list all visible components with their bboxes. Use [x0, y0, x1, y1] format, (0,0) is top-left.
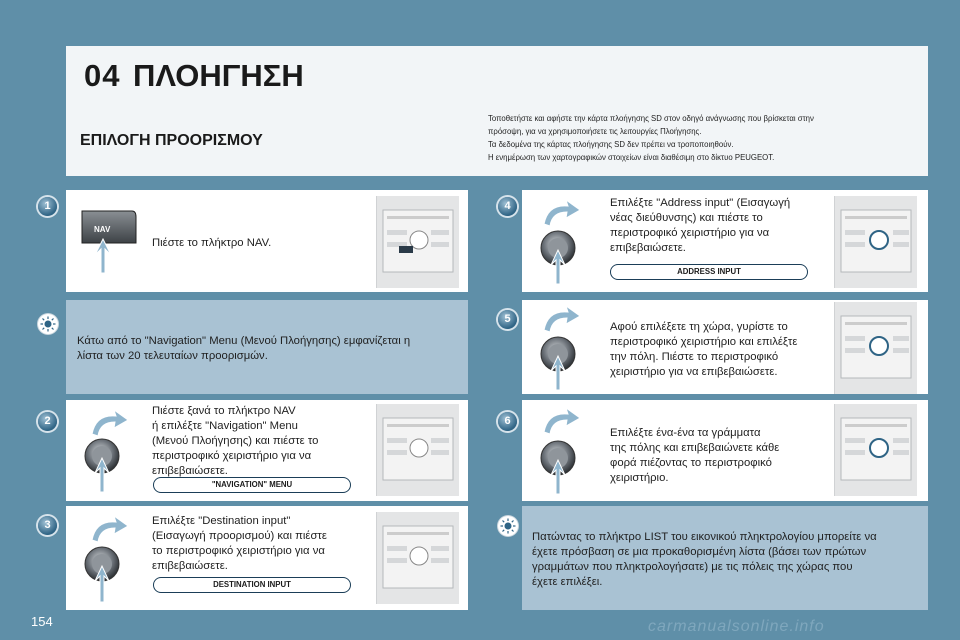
- tip-2-line: έχετε πρόσβαση σε μια προκαθορισμένη λίστα (βάσει των πρώτων: [532, 546, 867, 558]
- intro-line: Τα δεδομένα της κάρτας πλοήγησης SD δεν πρέπει να τροποποιηθούν.: [488, 140, 734, 149]
- step-5-line: την πόλη. Πιέστε το περιστροφικό: [610, 351, 779, 363]
- radio-unit-icon: [376, 512, 459, 604]
- lightbulb-icon: [38, 314, 58, 334]
- step-4-line: Επιλέξτε "Address input" (Εισαγωγή: [610, 197, 791, 209]
- step-6-text: [610, 426, 779, 486]
- step-4-text: [610, 196, 790, 256]
- nav-key-icon: [78, 205, 140, 275]
- step-6-line: Επιλέξτε ένα-ένα τα γράμματα: [610, 427, 761, 439]
- chapter-number: 04: [84, 58, 121, 93]
- intro-line: Η ενημέρωση των χαρτογραφικών στοιχείων είναι διαθέσιμη στο δίκτυο PEUGEOT.: [488, 153, 775, 162]
- navigation-menu-label: "NAVIGATION" MENU: [153, 477, 351, 493]
- step-6-line: της πόλης και επιβεβαιώνετε κάθε: [610, 442, 780, 454]
- step-3-badge: 3: [38, 516, 57, 535]
- chapter-title: ΠΛΟΗΓΗΣΗ: [133, 58, 304, 93]
- step-6-badge: 6: [498, 412, 517, 431]
- step-6-line: φορά πιέζοντας το περιστροφικό: [610, 457, 772, 469]
- step-3-text: [152, 514, 327, 574]
- step-3-line: το περιστροφικό χειριστήριο για να: [152, 545, 325, 557]
- watermark: carmanualsonline.info: [648, 618, 825, 635]
- step-5-text: [610, 320, 797, 380]
- radio-unit-icon: [376, 196, 459, 288]
- tip-2-line: Πατώντας το πλήκτρο LIST του εικονικού πληκτρολογίου μπορείτε να: [532, 531, 877, 543]
- step-4-line: νέας διεύθυνσης) και πιέστε το: [610, 212, 763, 224]
- rotary-knob-icon: [534, 302, 596, 392]
- radio-unit-icon: [834, 302, 917, 394]
- rotary-knob-icon: [82, 406, 144, 494]
- step-1-badge: 1: [38, 197, 57, 216]
- rotate-arrow-icon: [92, 410, 128, 436]
- step-1-text: Πιέστε το πλήκτρο NAV.: [152, 237, 272, 249]
- step-5-line: περιστροφικό χειριστήριο και επιλέξτε: [610, 336, 798, 348]
- tip-2-text: [532, 530, 924, 590]
- step-4-line: επιβεβαιώσετε.: [610, 242, 686, 254]
- step-6-line: χειριστήριο.: [610, 472, 669, 484]
- step-2-line: περιστροφικό χειριστήριο για να: [152, 450, 312, 462]
- rotate-arrow-icon: [544, 306, 580, 332]
- step-2-badge: 2: [38, 412, 57, 431]
- destination-input-label: DESTINATION INPUT: [153, 577, 351, 593]
- page-number: 154: [31, 614, 53, 629]
- address-input-label: ADDRESS INPUT: [610, 264, 808, 280]
- intro-line: πρόσοψη, για να χρησιμοποιήσετε τις λειτουργίες Πλοήγησης.: [488, 127, 702, 136]
- lightbulb-icon: [498, 516, 518, 536]
- step-3-line: επιβεβαιώσετε.: [152, 560, 228, 572]
- step-2-line: ή επιλέξτε "Navigation" Menu: [152, 420, 298, 432]
- step-2-line: επιβεβαιώσετε.: [152, 465, 228, 477]
- tip-2-line: γραμμάτων που πληκτρολογήσατε) με τις πόλεις της χώρας που: [532, 561, 853, 573]
- step-3-line: (Εισαγωγή προορισμού) και πιέστε: [152, 530, 327, 542]
- rotary-knob-icon: [534, 196, 596, 286]
- rotary-knob-icon: [82, 512, 144, 604]
- rotate-arrow-icon: [92, 516, 128, 542]
- intro-text: [488, 112, 908, 164]
- step-5-line: χειριστήριο για να επιβεβαιώσετε.: [610, 366, 778, 378]
- intro-line: Τοποθετήστε και αφήστε την κάρτα πλοήγησης SD στον οδηγό ανάγνωσης που βρίσκεται στην: [488, 114, 814, 123]
- step-2-line: (Μενού Πλοήγησης) και πιέστε το: [152, 435, 319, 447]
- radio-unit-icon: [834, 196, 917, 288]
- nav-key-label: NAV: [94, 225, 111, 234]
- tip-1-text: [77, 334, 467, 364]
- step-3-line: Επιλέξτε "Destination input": [152, 515, 291, 527]
- step-4-badge: 4: [498, 197, 517, 216]
- step-5-badge: 5: [498, 310, 517, 329]
- tip-1-line: Κάτω από το "Navigation" Menu (Μενού Πλοήγησης) εμφανίζεται η: [77, 335, 411, 347]
- tip-2-line: έχετε επιλέξει.: [532, 576, 603, 588]
- rotate-arrow-icon: [544, 200, 580, 226]
- step-4-line: περιστροφικό χειριστήριο για να: [610, 227, 770, 239]
- step-5-line: Αφού επιλέξετε τη χώρα, γυρίστε το: [610, 321, 788, 333]
- step-2-line: Πιέστε ξανά το πλήκτρο NAV: [152, 405, 296, 417]
- rotate-arrow-icon: [544, 408, 580, 434]
- section-title: ΕΠΙΛΟΓΗ ΠΡΟΟΡΙΣΜΟΥ: [80, 132, 263, 149]
- radio-unit-icon: [376, 404, 459, 496]
- step-2-text: [152, 404, 318, 479]
- rotary-knob-icon: [534, 404, 596, 496]
- tip-1-line: λίστα των 20 τελευταίων προορισμών.: [77, 350, 268, 362]
- radio-unit-icon: [834, 404, 917, 496]
